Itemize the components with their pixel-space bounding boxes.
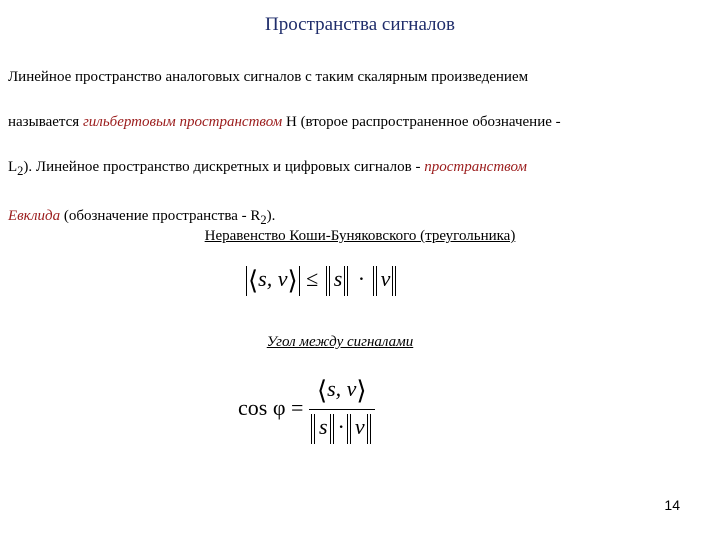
body-paragraph <box>8 55 708 243</box>
norm-v: v <box>354 414 365 440</box>
caption-cauchy-inequality: Неравенство Коши-Буняковского (треугольника) <box>204 228 516 244</box>
angle-bracket-right: ⟩ <box>356 376 367 405</box>
text-segment: (обозначение пространства - R <box>60 208 261 224</box>
inner-product: s, v <box>258 266 288 292</box>
angle-bracket-left: ⟨ <box>316 376 328 405</box>
text-segment: ). Линейное пространство дискретных и цифровых сигналов - <box>23 159 425 175</box>
term-euclid-space: пространством <box>424 159 527 175</box>
term-euclid: Евклида <box>8 208 61 224</box>
norm-bars <box>367 414 373 444</box>
text-segment: L <box>8 159 18 175</box>
norm-s: s <box>333 266 343 292</box>
text-segment: называется <box>8 114 83 130</box>
formula-cauchy-inequality <box>245 266 400 296</box>
formula-signal-angle <box>238 376 375 444</box>
norm-bars <box>373 266 379 296</box>
norm-bars <box>330 414 336 444</box>
paragraph-line-1: Линейное пространство аналоговых сигналов с таким скалярным произведением <box>8 69 529 85</box>
norm-bars <box>392 266 398 296</box>
norm-bars <box>344 266 350 296</box>
term-hilbert-space: гильбертовым пространством <box>82 114 283 130</box>
fraction <box>309 376 375 444</box>
abs-bar <box>246 266 247 296</box>
text-segment: ). <box>266 208 276 224</box>
norm-bars <box>311 414 317 444</box>
text-segment: H (второе распространенное обозначение - <box>282 114 561 130</box>
dot-operator: · <box>337 414 345 440</box>
inner-product: s, v <box>327 376 357 402</box>
norm-v: v <box>380 266 391 292</box>
cos-phi-lhs: cos φ = <box>238 395 304 421</box>
less-equal-sign: ≤ <box>306 266 319 292</box>
fraction-denominator <box>309 410 375 444</box>
fraction-numerator <box>309 376 375 409</box>
angle-bracket-right: ⟩ <box>287 266 298 295</box>
subscript: 2 <box>17 164 24 178</box>
abs-bar <box>299 266 300 296</box>
paragraph-line-2 <box>8 100 708 145</box>
angle-bracket-left: ⟨ <box>248 266 259 295</box>
page-number: 14 <box>664 497 680 513</box>
caption-signal-angle: Угол между сигналами <box>266 334 414 350</box>
slide-title: Пространства сигналов <box>264 14 456 35</box>
norm-bars <box>347 414 353 444</box>
norm-s: s <box>318 414 328 440</box>
norm-bars <box>326 266 332 296</box>
subscript: 2 <box>260 213 267 227</box>
paragraph-line-3 <box>8 145 708 194</box>
dot-operator: · <box>357 266 366 292</box>
